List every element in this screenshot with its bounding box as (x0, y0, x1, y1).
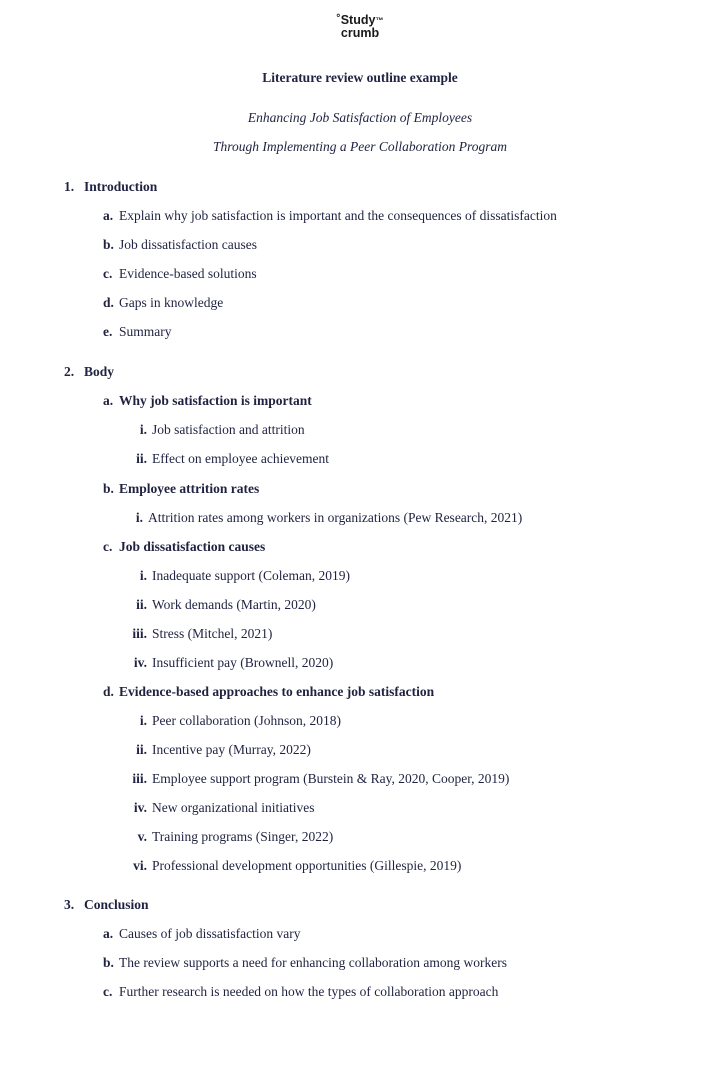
item-marker: c. (103, 266, 113, 281)
list-subitem (125, 770, 509, 788)
subitem-marker: iii. (132, 771, 147, 786)
subitem-marker: iii. (132, 626, 147, 641)
list-item (103, 207, 557, 225)
subitem-text: Attrition rates among workers in organizations (Pew Research, 2021) (148, 510, 523, 525)
list-subitem (121, 509, 522, 527)
item-marker: b. (103, 237, 114, 252)
item-text: Causes of job dissatisfaction vary (119, 926, 301, 941)
logo-line-2: crumb (340, 26, 380, 40)
subitem-marker: iv. (133, 655, 147, 670)
list-item (103, 294, 223, 312)
logo-trademark: ™ (375, 16, 384, 25)
item-text: Job dissatisfaction causes (119, 237, 257, 252)
subitem-text: Professional development opportunities (Gillespie, 2019) (152, 858, 462, 873)
section-heading: Conclusion (84, 897, 149, 912)
list-item (103, 236, 257, 254)
subitem-marker: ii. (136, 597, 147, 612)
section-body (64, 363, 114, 381)
subitem-text: Inadequate support (Coleman, 2019) (152, 568, 350, 583)
list-subitem (125, 625, 272, 643)
studycrumb-logo (0, 14, 720, 40)
item-text: Further research is needed on how the types of collaboration approach (119, 984, 499, 999)
subitem-text: Insufficient pay (Brownell, 2020) (152, 655, 334, 670)
subitem-marker: iv. (133, 800, 147, 815)
list-item (103, 954, 507, 972)
list-item (103, 265, 257, 283)
subitem-marker: i. (139, 422, 147, 437)
list-subitem (125, 596, 316, 614)
item-text: Evidence-based approaches to enhance job satisfaction (119, 684, 435, 699)
list-subitem (125, 799, 314, 817)
subitem-marker: v. (137, 829, 147, 844)
item-text: Evidence-based solutions (119, 266, 257, 281)
subitem-marker: ii. (136, 451, 147, 466)
item-text: Why job satisfaction is important (119, 393, 312, 408)
section-conclusion (64, 896, 149, 914)
subitem-text: Stress (Mitchel, 2021) (152, 626, 273, 641)
item-marker: b. (103, 481, 114, 496)
list-item (103, 480, 259, 498)
subitem-marker: i. (135, 510, 143, 525)
subitem-text: Peer collaboration (Johnson, 2018) (152, 713, 341, 728)
item-text: Employee attrition rates (119, 481, 260, 496)
logo-line-1: Study (340, 13, 376, 27)
list-subitem (125, 828, 333, 846)
subitem-marker: i. (139, 713, 147, 728)
section-introduction (64, 178, 157, 196)
subitem-text: Employee support program (Burstein & Ray, 2020, Cooper, 2019) (152, 771, 510, 786)
item-marker: b. (103, 955, 114, 970)
item-marker: a. (103, 393, 114, 408)
item-marker: a. (103, 926, 114, 941)
list-subitem (125, 567, 350, 585)
list-subitem (125, 421, 305, 439)
section-heading: Body (84, 364, 115, 379)
subitem-text: New organizational initiatives (152, 800, 315, 815)
list-item (103, 983, 498, 1001)
item-text: Job dissatisfaction causes (119, 539, 266, 554)
list-subitem (125, 741, 311, 759)
section-number: 1. (64, 179, 75, 194)
logo-mark: ˚ (336, 13, 341, 27)
list-subitem (125, 654, 333, 672)
item-marker: a. (103, 208, 114, 223)
item-marker: e. (103, 324, 113, 339)
list-item (103, 323, 172, 341)
list-subitem (125, 450, 329, 468)
list-item (103, 925, 300, 943)
subitem-text: Effect on employee achievement (152, 451, 330, 466)
list-item (103, 392, 312, 410)
section-number: 3. (64, 897, 75, 912)
subitem-text: Work demands (Martin, 2020) (152, 597, 316, 612)
subitem-marker: vi. (133, 858, 147, 873)
subtitle-line-1: Enhancing Job Satisfaction of Employees (247, 110, 473, 125)
section-number: 2. (64, 364, 75, 379)
list-subitem (125, 857, 461, 875)
item-marker: d. (103, 295, 114, 310)
item-marker: d. (103, 684, 114, 699)
subitem-marker: ii. (136, 742, 147, 757)
subitem-text: Job satisfaction and attrition (152, 422, 305, 437)
subitem-marker: i. (139, 568, 147, 583)
subitem-text: Training programs (Singer, 2022) (152, 829, 334, 844)
item-marker: c. (103, 539, 113, 554)
item-text: Gaps in knowledge (119, 295, 224, 310)
section-heading: Introduction (84, 179, 158, 194)
item-text: The review supports a need for enhancing collaboration among workers (119, 955, 507, 970)
item-text: Summary (119, 324, 172, 339)
document-title: Literature review outline example (262, 70, 458, 85)
list-item (103, 683, 434, 701)
subtitle-line-2: Through Implementing a Peer Collaboration Program (212, 139, 508, 154)
list-subitem (125, 712, 341, 730)
item-marker: c. (103, 984, 113, 999)
list-item (103, 538, 265, 556)
subitem-text: Incentive pay (Murray, 2022) (152, 742, 311, 757)
item-text: Explain why job satisfaction is important and the consequences of dissatisfaction (119, 208, 557, 223)
